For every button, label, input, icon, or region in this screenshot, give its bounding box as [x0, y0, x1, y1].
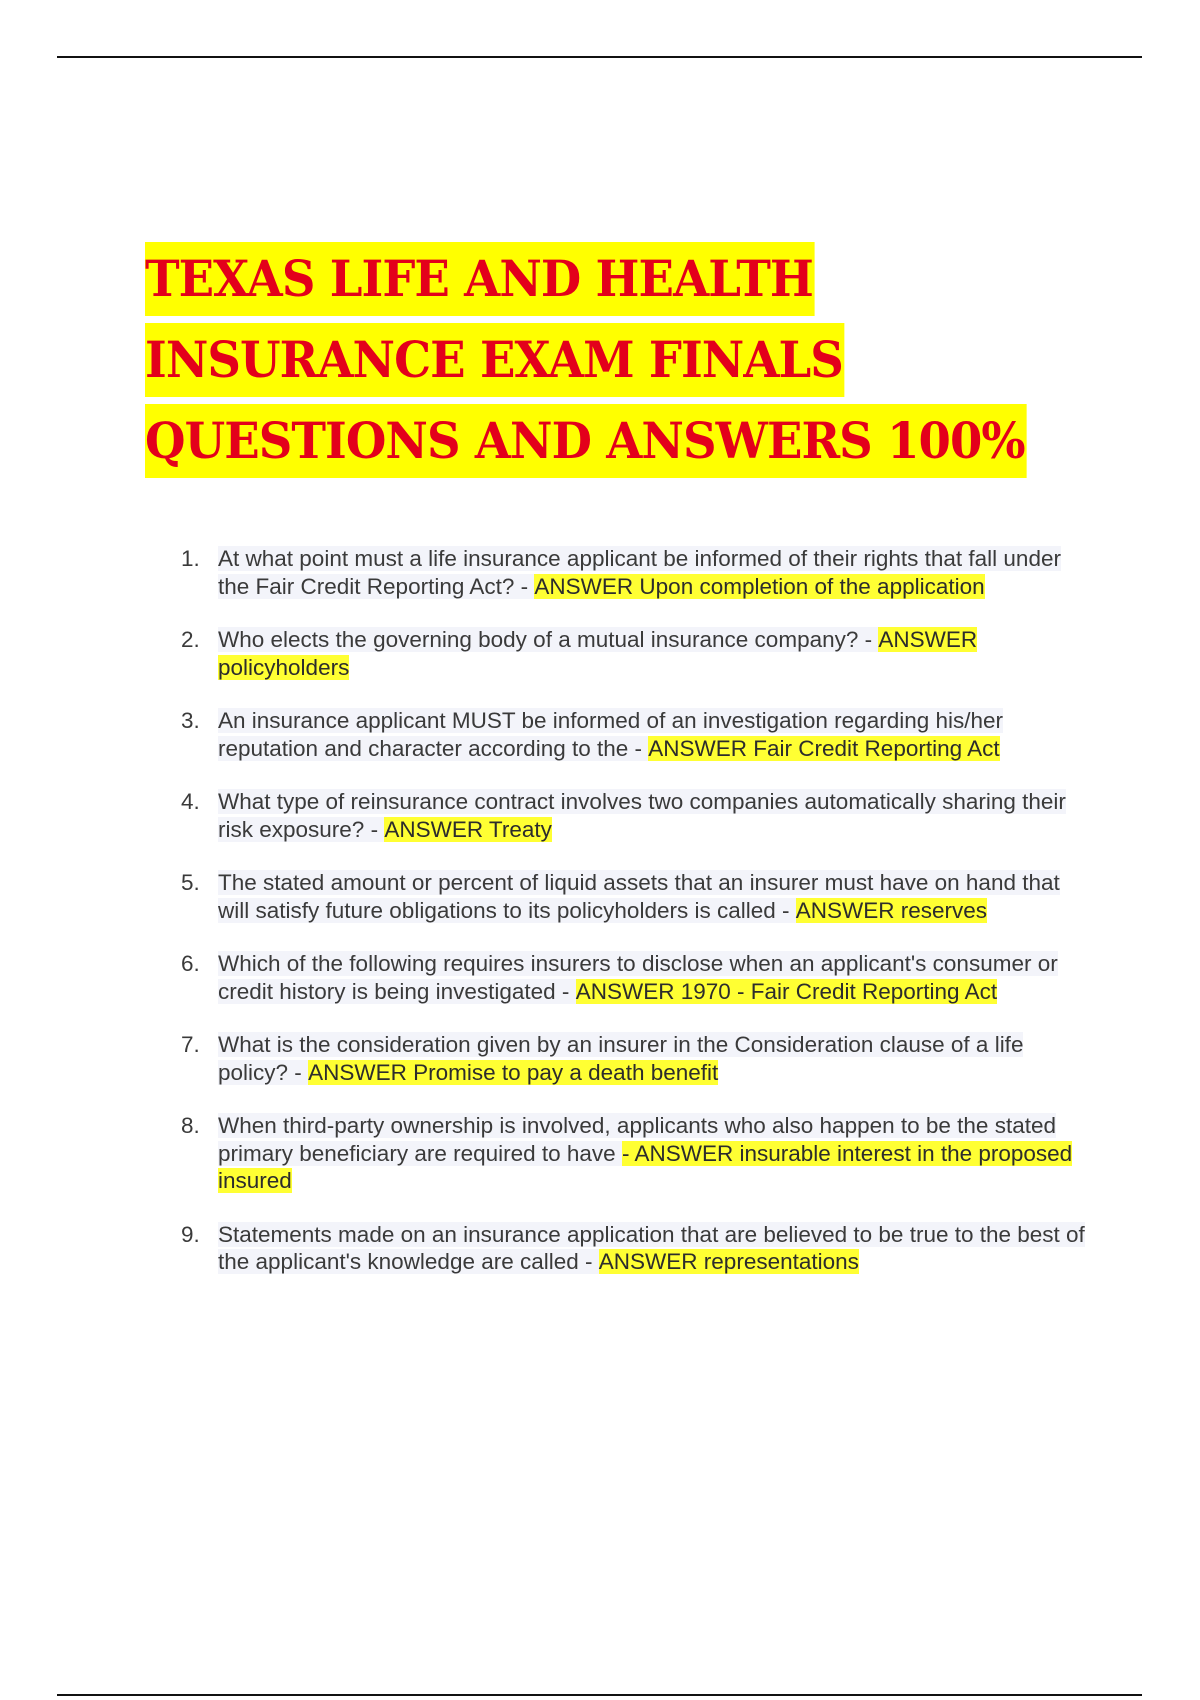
question-text: At what point must a life insurance applicant be informed of their rights that fall under the Fair Credit Reporting Act? - [218, 546, 1061, 599]
title-line-1: TEXAS LIFE AND HEALTH [145, 242, 815, 316]
document-title [145, 242, 1045, 485]
answer-text: ANSWER Upon completion of the application [534, 573, 985, 599]
question-item [175, 626, 1095, 681]
question-text: What type of reinsurance contract involves two companies automatically sharing their risk exposure? - [218, 789, 1066, 842]
question-item [175, 788, 1095, 843]
question-number: 8. [181, 1113, 200, 1138]
question-item [175, 950, 1095, 1005]
question-text: Which of the following requires insurers to disclose when an applicant's consumer or credit history is being investigated - [218, 951, 1058, 1004]
question-number: 1. [181, 546, 200, 571]
answer-text: ANSWER representations [598, 1249, 859, 1274]
question-text: Statements made on an insurance application that are believed to be true to the best of the applicant's knowledge are called - [218, 1221, 1085, 1274]
top-rule [57, 56, 1142, 58]
question-list [175, 545, 1095, 1276]
bottom-rule [57, 1694, 1142, 1696]
answer-text: ANSWER reserves [795, 897, 988, 923]
answer-text: ANSWER Promise to pay a death benefit [308, 1059, 719, 1085]
answer-text: - ANSWER insurable interest in the proposed insured [218, 1140, 1073, 1193]
question-text: Who elects the governing body of a mutual insurance company? - [218, 627, 873, 652]
title-line-2: INSURANCE EXAM FINALS [145, 323, 845, 397]
answer-text: ANSWER Treaty [384, 816, 552, 842]
question-item [175, 1112, 1095, 1195]
question-item [175, 707, 1095, 762]
answer-text: ANSWER 1970 - Fair Credit Reporting Act [575, 978, 998, 1004]
question-number: 2. [181, 627, 200, 652]
question-item [175, 1031, 1095, 1086]
question-item [175, 869, 1095, 924]
question-number: 5. [181, 870, 200, 895]
question-number: 9. [181, 1221, 200, 1247]
question-number: 4. [181, 789, 200, 814]
question-item [175, 1221, 1095, 1276]
answer-text: ANSWER Fair Credit Reporting Act [648, 735, 1000, 761]
question-number: 3. [181, 708, 200, 733]
question-text: When third-party ownership is involved, applicants who also happen to be the stated primary beneficiary are required to have [218, 1113, 1056, 1166]
answer-text: ANSWER policyholders [218, 627, 978, 680]
question-text: The stated amount or percent of liquid assets that an insurer must have on hand that will satisfy future obligations to its policyholders is called - [218, 870, 1060, 923]
question-text: What is the consideration given by an insurer in the Consideration clause of a life policy? - [218, 1032, 1024, 1085]
question-text: An insurance applicant MUST be informed of an investigation regarding his/her reputation and character according to the - [218, 708, 1004, 761]
question-item [175, 545, 1095, 600]
title-line-3: QUESTIONS AND ANSWERS 100% [145, 404, 1026, 478]
question-number: 7. [181, 1032, 200, 1057]
question-number: 6. [181, 951, 200, 976]
